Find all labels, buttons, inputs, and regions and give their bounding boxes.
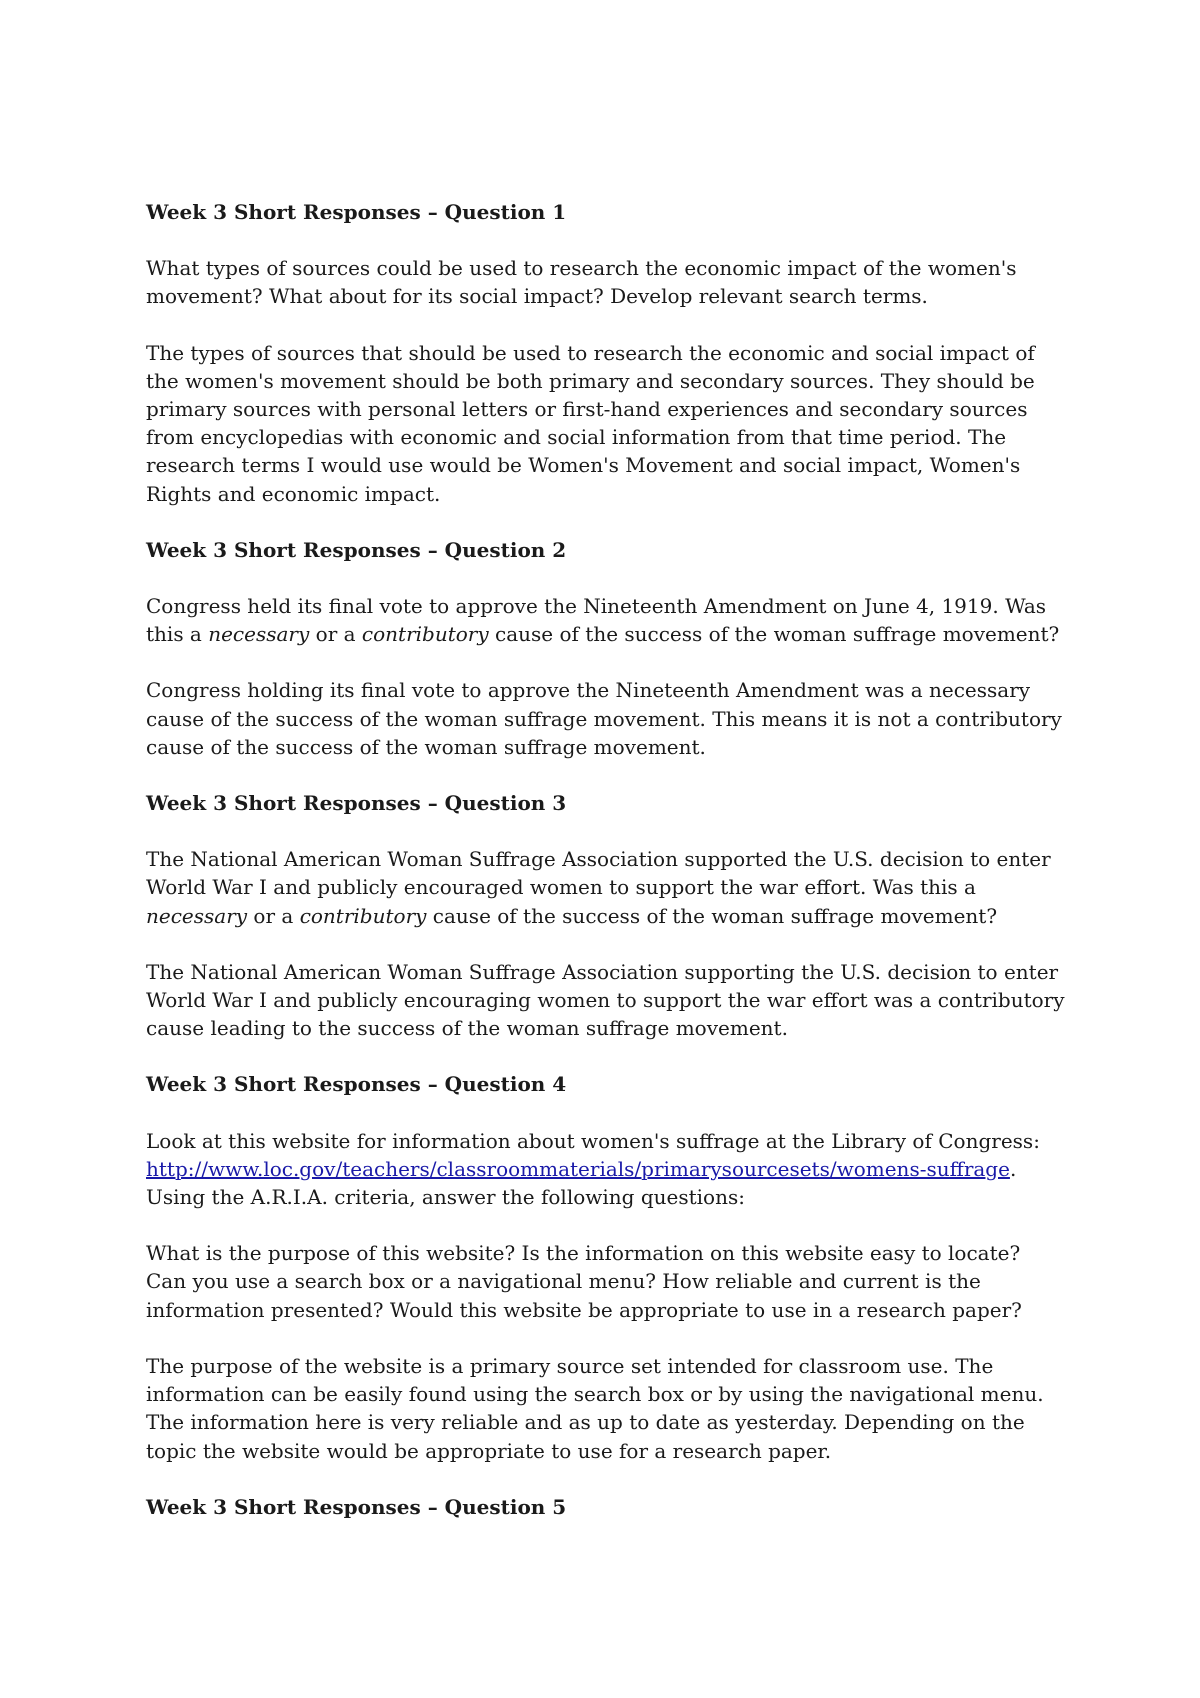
question-4-prompt: What is the purpose of this website? Is the information on this website easy to locate? Can you use a search box or a navigational menu? How reliable and current is the information presented? Would this website be appropriate to use in a research paper? [146,1241,1022,1322]
question-3-prompt-text-1: The National American Woman Suffrage Association supported the U.S. decision to enter World War I and publicly encouraged women to support the war effort. Was this a [146,847,1051,900]
document-body [146,198,1066,1549]
question-4-heading: Week 3 Short Responses – Question 4 [146,1072,567,1097]
question-4-intro-text-2: . Using the A.R.I.A. criteria, answer the following questions: [146,1156,1017,1210]
question-1-prompt: What types of sources could be used to research the economic impact of the women's movement? What about for its social impact? Develop relevant search terms. [146,256,1017,309]
question-2-prompt-necessary: necessary [208,622,310,647]
question-4-section [146,1070,1066,1464]
question-4-intro [146,1127,1066,1212]
question-2-prompt-text-3: cause of the success of the woman suffrage movement? [488,622,1060,647]
question-3-prompt [146,845,1066,930]
question-4-answer: The purpose of the website is a primary source set intended for classroom use. The information can be easily found using the search box or by using the navigational menu. The information here is very reliable and as up to date as yesterday. Depending on the topic the website would be appropriate to use for a research paper. [146,1353,1044,1463]
question-2-prompt-contributory: contributory [361,622,489,647]
question-1-answer: The types of sources that should be used to research the economic and social impact of the women's movement should be both primary and secondary sources. They should be primary sources with personal letters or first-hand experiences and secondary sources from encyclopedias with economic and social information from that time period. The research terms I would use would be Women's Movement and social impact, Women's Rights and economic impact. [146,340,1035,506]
question-3-answer: The National American Woman Suffrage Association supporting the U.S. decision to enter World War I and publicly encouraging women to support the war effort was a contributory cause leading to the success of the woman suffrage movement. [146,959,1065,1041]
question-3-prompt-text-3: cause of the success of the woman suffrage movement? [426,903,998,928]
question-2-heading: Week 3 Short Responses – Question 2 [146,537,567,562]
question-2-prompt-text-1: Congress held its final vote to approve the Nineteenth Amendment on June 4, 1919. Was this a [146,594,1047,647]
question-3-section [146,789,1066,1042]
question-1-heading: Week 3 Short Responses – Question 1 [146,200,567,224]
question-3-prompt-contributory: contributory [299,903,427,928]
question-1-section [146,198,1066,508]
loc-website-link[interactable]: http://www.loc.gov/teachers/classroommaterials/primarysourcesets/womens-suffrage [146,1156,1010,1181]
question-2-section [146,536,1066,761]
question-2-prompt-text-2: or a [309,622,362,647]
question-3-prompt-necessary: necessary [146,903,248,928]
question-3-heading: Week 3 Short Responses – Question 3 [146,791,567,816]
question-3-prompt-text-2: or a [247,903,300,928]
question-5-heading: Week 3 Short Responses – Question 5 [146,1494,567,1519]
question-2-answer: Congress holding its final vote to approve the Nineteenth Amendment was a necessary cause of the success of the woman suffrage movement. This means it is not a contributory cause of the success of the woman suffrage movement. [146,678,1062,759]
question-2-prompt [146,592,1066,648]
question-5-section [146,1493,1066,1521]
question-4-intro-text-1: Look at this website for information about women's suffrage at the Library of Congress: [146,1128,1040,1153]
